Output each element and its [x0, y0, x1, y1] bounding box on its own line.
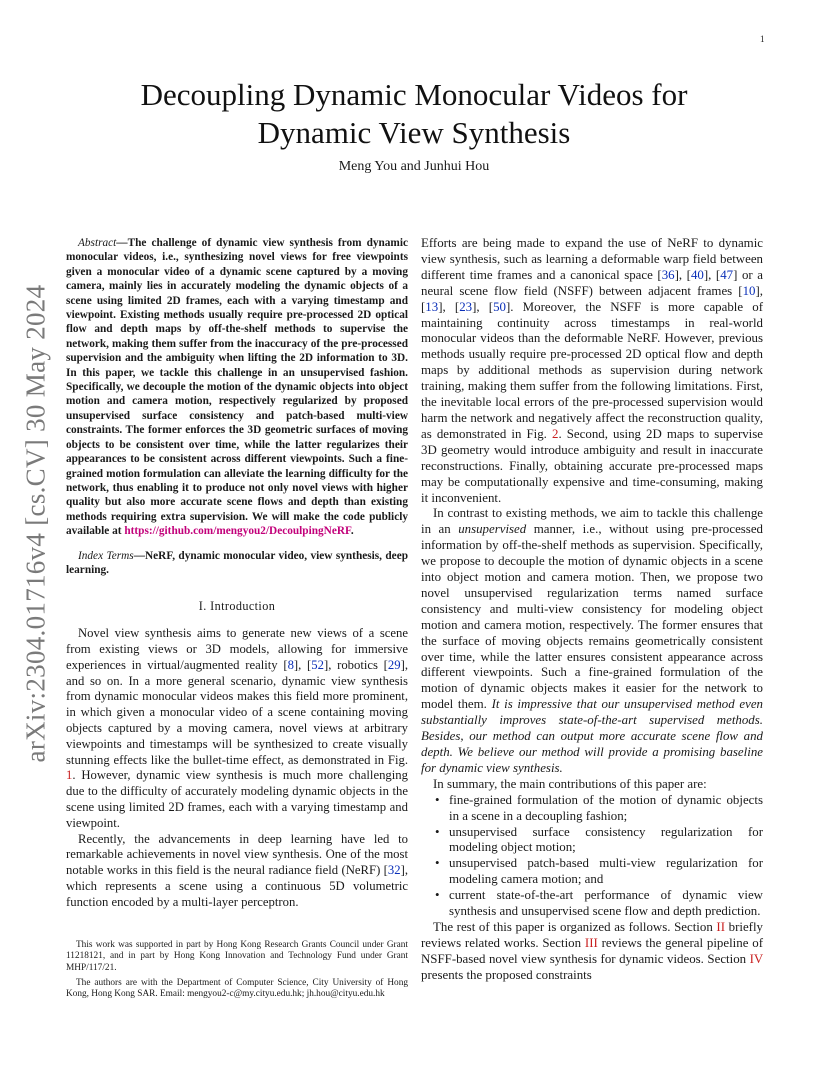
bullet: • — [435, 856, 440, 871]
text-span: Novel view synthesis aims to generate new views of a scene from existing views or 3D models, allowing for immersive experiences in virtual/augmented reality [ — [66, 626, 408, 672]
list-item — [435, 824, 763, 857]
left-column — [66, 236, 408, 910]
paper-authors: Meng You and Junhui Hou — [338, 159, 490, 174]
text-span: manner, i.e., without using pre-processed information by off-the-shelf methods as supervision. Specifically, we propose to decouple the motion of dynamic objects in a scene into object motion and camera motion. Then, we propose two novel unsupervised regularization terms named surface consistency and multi-view consistency for modeling object motion and camera motion, respectively. The former ensures that the surface of moving objects remains geometrically consistent over time, while the latter ensures consistent appearance across different viewpoints. Such a fine-grained formulation of the motion of dynamic objects makes it easier for the network to model them. — [421, 522, 763, 712]
citation-link[interactable]: 36 — [661, 267, 675, 282]
text-span: ], [ — [674, 267, 691, 282]
index-terms-body: NeRF, dynamic monocular video, view synthesis, deep learning. — [66, 549, 408, 576]
text-span: briefly reviews related works. Section — [421, 919, 763, 950]
citation-link[interactable]: 8 — [287, 657, 294, 672]
figure-link[interactable]: 1 — [66, 768, 73, 783]
right-paragraph-4 — [421, 920, 763, 984]
abstract-label: Abstract — [78, 237, 117, 249]
index-terms-label: Index Terms — [78, 549, 134, 562]
right-paragraph-2 — [421, 506, 763, 776]
section-link[interactable]: III — [584, 935, 598, 950]
arxiv-identifier[interactable]: arXiv:2304.01716v4 [cs.CV] 30 May 2024 — [20, 284, 51, 763]
citation-link[interactable]: 13 — [425, 299, 439, 314]
abstract-body: The challenge of dynamic view synthesis from dynamic monocular videos, i.e., synthesizing novel views for free viewpoints given a monocular video of a dynamic scene captured by a moving camera, mainly lies in accurately modeling the dynamic objects of a scene using limited 2D frames, each with a varying timestamp and viewpoint. Existing methods usually require pre-processed 2D optical flow and depth maps by off-the-shelf methods to supervise the network, making them suffer from the inaccuracy of the pre-processed supervision and the ambiguity when lifting the 2D information to 3D. In this paper, we tackle this challenge in an unsupervised fashion. Specifically, we decouple the motion of the dynamic objects into object motion and camera motion, respectively regularized by proposed unsupervised surface consistency and patch-based multi-view constraints. The former enforces the 3D geometric surfaces of moving objects to be consistent over time, while the latter regularizes their appearances to be consistent across different viewpoints. Such a fine-grained motion formulation can alleviate the learning difficulty for the network, thus enabling it to produce not only novel views with higher quality but also more accurate scene flows and depth than existing methods requiring extra supervision. We will make the code publicly available at — [66, 237, 408, 538]
section-heading-introduction: I. Introduction — [198, 599, 276, 614]
text-span: Recently, the advancements in deep learning have led to remarkable achievements in novel view synthesis. One of the most notable works in this field is the neural radiance field (NeRF) [ — [66, 831, 408, 878]
citation-link[interactable]: 32 — [387, 863, 401, 878]
emphasis-text: unsupervised — [458, 522, 527, 537]
citation-link[interactable]: 40 — [690, 267, 704, 282]
code-link[interactable]: https://github.com/mengyou2/DecoulpingNeRF — [124, 525, 351, 538]
paper-title — [70, 76, 758, 152]
bullet: • — [435, 888, 440, 903]
section-link[interactable]: II — [716, 919, 725, 934]
list-item — [435, 792, 763, 825]
citation-link[interactable]: 10 — [742, 283, 756, 298]
abstract — [66, 236, 408, 539]
footnote-funding: This work was supported in part by Hong Kong Research Grants Council under Grant 11218121, and in part by Hong Kong Innovation and Technology Fund under Grant MHP/117/21. — [66, 940, 408, 973]
right-column — [421, 236, 763, 984]
title-line-1: Decoupling Dynamic Monocular Videos for — [140, 77, 688, 112]
title-line-2: Dynamic View Synthesis — [257, 115, 571, 150]
list-item-text: current state-of-the-art performance of dynamic view synthesis and unsupervised scene flow and depth prediction. — [449, 888, 763, 919]
bullet: • — [435, 792, 440, 807]
text-span: presents the proposed constraints — [421, 967, 592, 982]
citation-link[interactable]: 23 — [459, 299, 473, 314]
text-span: ], [ — [438, 299, 460, 314]
figure-link[interactable]: 2 — [552, 426, 559, 441]
text-span: . Second, using 2D maps to supervise 3D geometry would introduce ambiguity and result in inaccurate reconstructions. Finally, obtaining accurate pre-processed maps may be computationally expensive and time-consuming, making it inconvenient. — [421, 426, 763, 505]
right-paragraph-3: In summary, the main contributions of this paper are: — [433, 776, 707, 791]
bullet: • — [435, 824, 440, 839]
text-span: In contrast to existing methods, we aim to tackle this challenge in an — [421, 506, 763, 537]
text-span: ], and so on. In a more general scenario, dynamic view synthesis from dynamic monocular videos makes this field more prominent, in which given a monocular video of a scene containing moving objects captured by a moving camera, novel views at arbitrary viewpoints and timestamps will be synthesized to create visually stunning effects like the bullet-time effect, as demonstrated in Fig. — [66, 657, 409, 767]
emphasis-text: It is impressive that our unsupervised method even substantially improves state-of-the-art supervised methods. Besides, our method can output more accurate scene flow and depth. We believe our method will provide a promising baseline for dynamic view synthesis. — [421, 697, 763, 775]
text-span: The rest of this paper is organized as follows. Section — [433, 919, 717, 934]
text-span: ], [ — [293, 657, 312, 672]
list-item-text: unsupervised surface consistency regularization for modeling object motion; — [449, 824, 763, 855]
citation-link[interactable]: 52 — [311, 657, 324, 672]
text-span: ], [ — [472, 299, 494, 314]
intro-paragraph-1 — [66, 626, 408, 831]
intro-paragraph-2 — [66, 832, 408, 911]
section-link[interactable]: IV — [749, 951, 763, 966]
text-span: ]. Moreover, the NSFF is more capable of maintaining continuity across timestamps in real-world monocular videos than the deformable NeRF. However, previous methods usually require pre-processed 2D optical flow and depth maps by additional methods as supervision during network training, making them suffer from the following limitations. First, the inevitable local errors of the pre-processed supervision would harm the network and negatively affect the reconstruction quality, as demonstrated in Fig. — [421, 299, 764, 441]
text-span: ], [ — [421, 283, 763, 314]
text-span: Efforts are being made to expand the use of NeRF to dynamic view synthesis, such as learning a deformable warp field between different time frames and a canonical space [ — [421, 236, 763, 282]
contributions-list — [421, 793, 763, 920]
abstract-dash: — — [116, 237, 128, 249]
list-item-text: fine-grained formulation of the motion of dynamic objects in a scene in a decoupling fashion; — [449, 792, 763, 823]
footnotes — [66, 940, 408, 1004]
list-item-text: unsupervised patch-based multi-view regularization for modeling camera motion; and — [449, 856, 763, 887]
footnote-affiliation: The authors are with the Department of Computer Science, City University of Hong Kong, Hong Kong SAR. Email: mengyou2-c@my.cityu.edu.hk; jh.hou@cityu.edu.hk — [66, 977, 408, 1000]
text-span: ], robotics [ — [323, 657, 388, 672]
index-terms — [66, 549, 408, 578]
citation-link[interactable]: 47 — [720, 267, 734, 282]
text-span: . However, dynamic view synthesis is much more challenging due to the difficulty of accurately modeling dynamic objects in the scene using limited 2D frames, each with a varying timestamp and viewpoint. — [66, 768, 408, 830]
text-span: ], which represents a scene using a continuous 5D volumetric function encoded by a multi-layer perceptron. — [66, 863, 408, 909]
text-span: ] or a neural scene flow field (NSFF) between adjacent frames [ — [421, 267, 764, 298]
text-span: reviews the general pipeline of NSFF-based novel view synthesis for dynamic videos. Section — [421, 935, 764, 966]
citation-link[interactable]: 50 — [493, 299, 506, 314]
right-paragraph-1 — [421, 236, 763, 506]
list-item — [435, 888, 763, 920]
abstract-end: . — [350, 525, 354, 538]
text-span: ], [ — [703, 267, 721, 282]
list-item — [435, 856, 763, 888]
page-number: 1 — [760, 34, 765, 44]
citation-link[interactable]: 29 — [387, 657, 401, 672]
index-terms-dash: — — [133, 549, 145, 562]
